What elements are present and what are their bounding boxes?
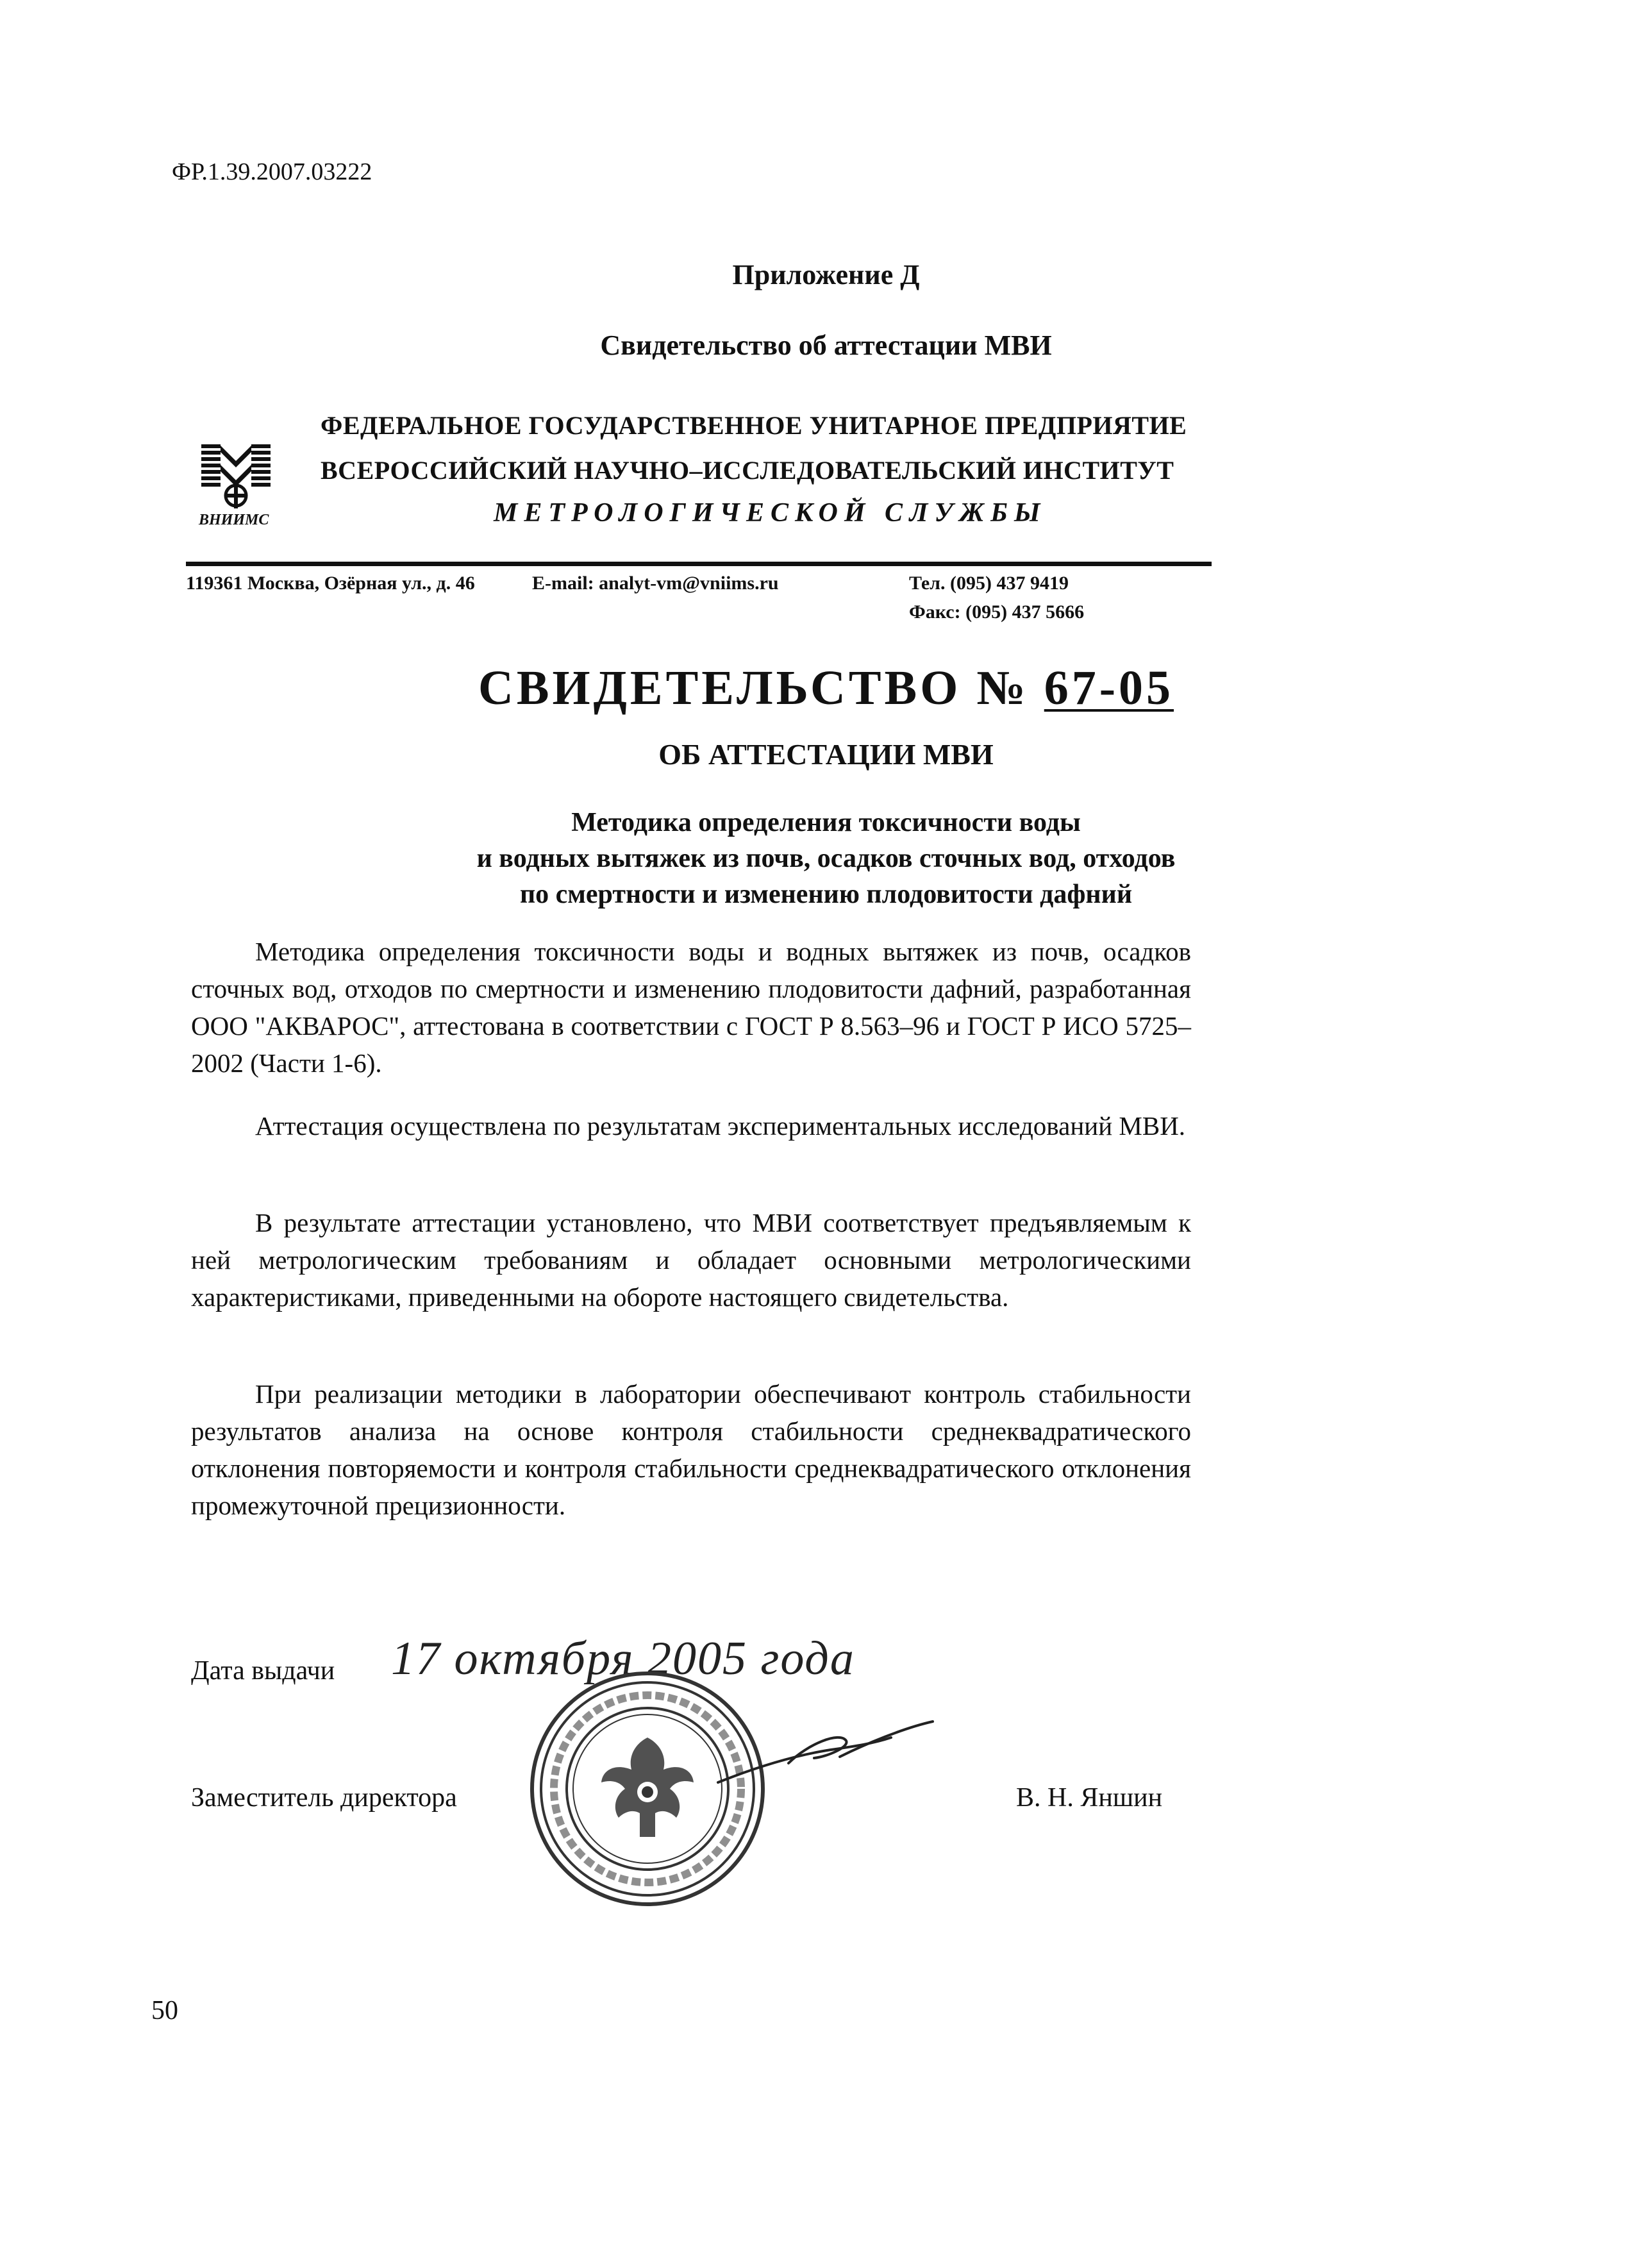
- organization-name-line1: ФЕДЕРАЛЬНОЕ ГОСУДАРСТВЕННОЕ УНИТАРНОЕ ПРЕДПРИЯТИЕ: [321, 411, 1187, 440]
- method-title-line: по смертности и изменению плодовитости дафний: [519, 880, 1133, 909]
- institute-logo-icon: [199, 439, 273, 510]
- contact-email: E-mail: analyt-vm@vniims.ru: [532, 573, 779, 594]
- appendix-subtitle: Свидетельство об аттестации МВИ: [600, 330, 1052, 361]
- issue-date-handwritten: 17 октября 2005 года: [391, 1632, 855, 1685]
- body-paragraph-3: В результате аттестации установлено, что МВИ соответствует предъявляемым к ней метрологическим требованиям и обладает основными метрологическими характеристиками, приведенными на обороте настоящего свидетельства.: [191, 1208, 1191, 1312]
- signer-name: В. Н. Яншин: [1016, 1783, 1163, 1813]
- certificate-subtitle: ОБ АТТЕСТАЦИИ МВИ: [658, 738, 994, 771]
- body-paragraph-2: Аттестация осуществлена по результатам экспериментальных исследований МВИ.: [255, 1111, 1186, 1141]
- method-title: [0, 805, 1652, 912]
- document-code: ФР.1.39.2007.03222: [172, 158, 372, 185]
- contact-phone: Тел. (095) 437 9419: [909, 573, 1069, 594]
- certificate-number: 67-05: [1044, 661, 1174, 715]
- certificate-title-prefix: СВИДЕТЕЛЬСТВО №: [478, 661, 1044, 715]
- method-title-line: Методика определения токсичности воды: [571, 808, 1081, 837]
- body-paragraph-1: Методика определения токсичности воды и водных вытяжек из почв, осадков сточных вод, отходов по смертности и изменению плодовитости дафний, разработанная ООО "АКВАРОС", аттестована в соответствии с ГОСТ Р 8.563–96 и ГОСТ Р ИСО 5725–2002 (Части 1-6).: [191, 937, 1191, 1078]
- signature-icon: [712, 1718, 936, 1795]
- body-paragraph-4: При реализации методики в лаборатории обеспечивают контроль стабильности результатов анализа на основе контроля стабильности среднеквадратического отклонения повторяемости и контроля стабильности среднеквадратического отклонения промежуточной прецизионности.: [191, 1379, 1191, 1520]
- header-divider: [186, 562, 1212, 566]
- page-number: 50: [151, 1996, 178, 2025]
- organization-name-line3: МЕТРОЛОГИЧЕСКОЙ СЛУЖБЫ: [494, 498, 1047, 528]
- signer-role-label: Заместитель директора: [191, 1783, 457, 1813]
- contact-fax: Факс: (095) 437 5666: [909, 601, 1085, 623]
- appendix-title: Приложение Д: [732, 259, 920, 290]
- contact-address: 119361 Москва, Озёрная ул., д. 46: [186, 573, 475, 594]
- organization-name-line2: ВСЕРОССИЙСКИЙ НАУЧНО–ИССЛЕДОВАТЕЛЬСКИЙ ИНСТИТУТ: [321, 456, 1174, 485]
- logo-caption: ВНИИМС: [199, 512, 269, 528]
- certificate-title: [0, 660, 1652, 716]
- issue-date-label: Дата выдачи: [191, 1656, 335, 1686]
- method-title-line: и водных вытяжек из почв, осадков сточных вод, отходов: [476, 844, 1176, 873]
